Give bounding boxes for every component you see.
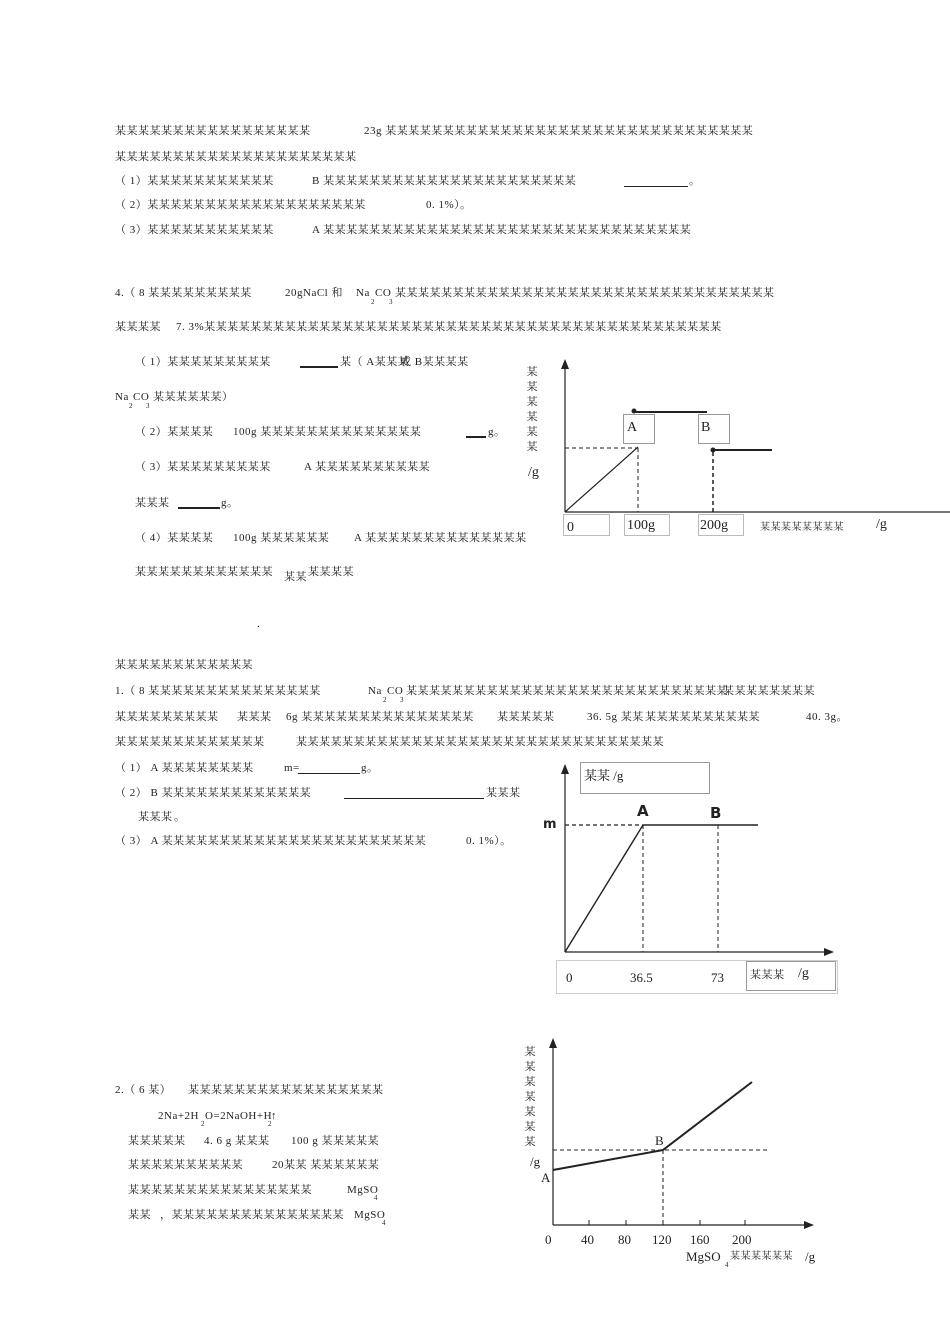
- chart3-yunit: /g: [530, 1154, 541, 1169]
- chart1-ylabel-4: 某: [526, 426, 538, 438]
- p4-q1-formula-sub2: 3: [146, 402, 150, 410]
- top-line1-a: 某某某某某某某某某某某某某某某某某: [115, 125, 311, 137]
- p4-line1-d: 某某某某某某某某某某某某某某某某某某某某某某某某某某某某某某某某某: [395, 287, 775, 299]
- section2-heading: 某某某某某某某某某某某某: [115, 659, 253, 671]
- chart1-ylabel-1: 某: [526, 381, 538, 393]
- p2-line3-a: 某某某某某: [128, 1135, 186, 1147]
- top-q1-a: （ 1）某某某某某某某某某某某: [115, 175, 274, 187]
- p4-line1-a: 4.（ 8 某某某某某某某某某: [115, 287, 252, 299]
- p2-eq-sub1: 2: [201, 1120, 205, 1128]
- p2-line4-b: 20某某 某某某某某某: [272, 1159, 380, 1171]
- chart3-tick-label-0: 0: [545, 1232, 552, 1247]
- chart3-ticks: [589, 1220, 745, 1225]
- chart2-point-a: A: [637, 802, 649, 820]
- chart1-point-a: A: [627, 420, 638, 435]
- s2-q1-a: （ 1） A 某某某某某某某某: [115, 762, 254, 774]
- top-line2: 某某某某某某某某某某某某某某某某某某某某某: [115, 151, 357, 163]
- p4-q3-b: A 某某某某某某某某某某: [304, 461, 431, 473]
- p2-line3-b: 4. 6 g 某某某: [204, 1135, 270, 1147]
- p4-line2-b: 7. 3%某某某某某某某某某某某某某某某某某某某某某某某某某某某某某某某某某某某某某某某某某某某某某: [176, 321, 722, 333]
- p4-q1-b: 某（ A某某某: [340, 356, 410, 368]
- chart3-segment-1: [553, 1150, 663, 1170]
- p4-dot: .: [257, 618, 261, 630]
- chart1-yunit: /g: [528, 465, 539, 480]
- chart1-ylabel-3: 某: [526, 411, 538, 423]
- p4-q4-d: 某某某某某某某某某某某: [400, 532, 527, 544]
- p2-line5-a: 某某某某某某某某某某某某某某某某: [128, 1184, 312, 1196]
- chart3-x-arrow: [804, 1221, 814, 1229]
- top-q2-a: （ 2）某某某某某某某某某某某某某某某某某某某: [115, 199, 366, 211]
- top-q3-a: （ 3）某某某某某某某某某某某: [115, 224, 274, 236]
- chart3-ylabel-1: 某: [524, 1061, 536, 1073]
- p4-q2-b: 100g 某某某某某某某某某某某某某某: [233, 426, 422, 438]
- p2-eq-b: O=2NaOH+H: [205, 1110, 273, 1122]
- chart2-origin: 0: [566, 970, 573, 985]
- p4-q3-d: g。: [221, 497, 239, 509]
- p2-eq-a: 2Na+2H: [158, 1110, 199, 1122]
- s2-formula-co: CO: [387, 685, 404, 697]
- chart3-tick-label-40: 40: [581, 1232, 594, 1247]
- s2-q1-b: m=: [284, 762, 300, 774]
- p4-q1-c: 或 B某某某某: [400, 356, 469, 368]
- s2-line3-a: 某某某某某某某某某某某某某: [115, 736, 265, 748]
- p4-q1-formula-sub1: 2: [129, 402, 133, 410]
- p4-q1-formula-na: Na: [115, 391, 129, 403]
- p4-q4-c: A 某某某: [354, 532, 400, 544]
- p4-q3-a: （ 3）某某某某某某某某某: [135, 461, 271, 473]
- s2-formula-sub1: 2: [383, 696, 387, 704]
- p4-q1-formula-co: CO: [133, 391, 150, 403]
- chart2-xunit: /g: [798, 966, 809, 981]
- p2-line1-a: 2.（ 6 某）: [115, 1084, 172, 1096]
- chart2-tick-36-5: 36.5: [630, 970, 653, 985]
- chart1-origin: 0: [567, 520, 574, 535]
- chart2-legend: 某某 /g: [584, 768, 624, 783]
- chart3-ylabel-6: 某: [524, 1136, 536, 1148]
- chart3-point-b: B: [655, 1133, 664, 1148]
- p4-q1-d: 某某某某某某）: [153, 391, 234, 403]
- chart1-xunit: /g: [876, 517, 887, 532]
- chart1-ylabel-5: 某: [526, 441, 538, 453]
- chart3-tick-label-80: 80: [618, 1232, 631, 1247]
- p4-formula-na: Na: [356, 287, 370, 299]
- chart3-ylabel-2: 某: [524, 1076, 536, 1088]
- chart3-tick-label-160: 160: [690, 1232, 710, 1247]
- p2-line1-b: 某某某某某某某某某某某某某某某某某: [188, 1084, 384, 1096]
- s2-line2-f: 某某某某某某某某某某: [645, 711, 760, 723]
- chart3-xlabel-sub: 4: [725, 1261, 729, 1269]
- p2-eq-c: ↑: [271, 1110, 277, 1122]
- p2-line3-c: 100 g 某某某某某: [291, 1135, 379, 1147]
- top-q1-b: B 某某某某某某某某某某某某某某某某某某某某某某: [312, 175, 577, 187]
- p4-line1-b: 20gNaCl 和: [285, 287, 343, 299]
- s2-line1-d: 某某某某某某某某: [723, 685, 815, 697]
- p4-q4-b: 100g 某某某某某某: [233, 532, 330, 544]
- chart2-point-b: B: [710, 804, 722, 822]
- chart3-segment-2: [663, 1082, 752, 1150]
- p2-line6-sub: 4: [382, 1219, 386, 1227]
- chart3-ylabel-0: 某: [524, 1046, 536, 1058]
- p4-q4-g: 某某某某: [308, 566, 354, 578]
- chart1-point-b: B: [701, 420, 711, 435]
- s2-line2-c: 6g 某某某某某某某某某某某某某某某: [286, 711, 474, 723]
- chart3-xunit: /g: [805, 1249, 816, 1264]
- chart3-ylabel-5: 某: [524, 1121, 536, 1133]
- top-line1-b: 23g 某某某某某某某某某某某某某某某某某某某某某某某某某某某某某某某某: [364, 125, 754, 137]
- s2-line2-a: 某某某某某某某某某: [115, 711, 219, 723]
- p4-line2-a: 某某某某: [115, 321, 161, 333]
- chart1-tick-200: 200g: [700, 518, 728, 533]
- s2-line1-a: 1.（ 8 某某某某某某某某某某某某某某某: [115, 685, 321, 697]
- p2-line6-mgso: MgSO: [354, 1209, 386, 1221]
- s2-q1-c: g。: [361, 762, 379, 774]
- chart1-tick-100: 100g: [627, 518, 655, 533]
- chart3-xlabel-mgso: MgSO: [686, 1249, 721, 1264]
- p4-q2-c: g。: [488, 426, 506, 438]
- p2-line6-a: 某某: [128, 1209, 151, 1221]
- s2-line2-d: 某某某某某: [497, 711, 555, 723]
- chart3-tick-label-120: 120: [652, 1232, 672, 1247]
- s2-line1-c: 某某某某某某某某某某某某某某某某某某某某某某某某某某某某: [406, 685, 728, 697]
- p4-q3-c: 某某某: [135, 497, 170, 509]
- p4-q4-f: 某某: [284, 571, 307, 583]
- p4-q1-a: （ 1）某某某某某某某某某: [135, 356, 271, 368]
- s2-q2-a: （ 2） B 某某某某某某某某某某某某某: [115, 787, 312, 799]
- chart2-xlabel: 某某某: [750, 969, 785, 981]
- s2-line3-b: 某某某某某某某某某某某某某某某某某某某某某某某某某某某某某某某某: [296, 736, 664, 748]
- chart3-xlabel-rest: 某某某某某某: [730, 1251, 793, 1262]
- chart3-tick-label-200: 200: [732, 1232, 752, 1247]
- p4-q2-a: （ 2）某某某某: [135, 426, 214, 438]
- p2-line6-b: ，某某某某某某某某某某某某某某某: [160, 1209, 344, 1221]
- p4-formula-sub2: 3: [389, 298, 393, 306]
- s2-q3-a: （ 3） A 某某某某某某某某某某某某某某某某某某某某某某某: [115, 835, 427, 847]
- p4-formula-co: CO: [375, 287, 392, 299]
- chart3-ylabel-3: 某: [524, 1091, 536, 1103]
- p4-q4-a: （ 4）某某某某: [135, 532, 214, 544]
- chart3-y-arrow: [549, 1038, 557, 1048]
- p2-line5-sub: 4: [374, 1194, 378, 1202]
- s2-line2-b: 某某某: [237, 711, 272, 723]
- top-q3-b: A 某某某某某某某某某某某某某某某某某某某某某某某某某某某某某某某某: [312, 224, 692, 236]
- s2-q2-c: 某某某: [138, 811, 173, 823]
- top-q1-c: 。: [689, 175, 701, 187]
- s2-line2-e: 36. 5g 某某: [587, 711, 644, 723]
- chart2-ylabel-m: m: [543, 817, 557, 832]
- s2-line2-g: 40. 3g。: [806, 711, 848, 723]
- chart2-tick-73: 73: [711, 970, 724, 985]
- s2-q2-d: 。: [174, 811, 186, 823]
- p4-formula-sub1: 2: [371, 298, 375, 306]
- chart1-ylabel-2: 某: [526, 396, 538, 408]
- p4-q4-e: 某某某某某某某某某某某某: [135, 566, 273, 578]
- top-q2-b: 0. 1%）。: [426, 199, 472, 211]
- chart3-ylabel-4: 某: [524, 1106, 536, 1118]
- s2-formula-na: Na: [368, 685, 382, 697]
- chart3-point-a: A: [541, 1170, 551, 1185]
- s2-q2-b: 某某某: [486, 787, 521, 799]
- chart1-ylabel-0: 某: [526, 366, 538, 378]
- chart1-xlabel: 某某某某某某某某: [760, 522, 844, 533]
- p2-line5-mgso: MgSO: [347, 1184, 379, 1196]
- p2-eq-sub2: 2: [268, 1120, 272, 1128]
- s2-formula-sub2: 3: [400, 696, 404, 704]
- s2-q3-b: 0. 1%）。: [466, 835, 512, 847]
- p2-line4-a: 某某某某某某某某某某: [128, 1159, 243, 1171]
